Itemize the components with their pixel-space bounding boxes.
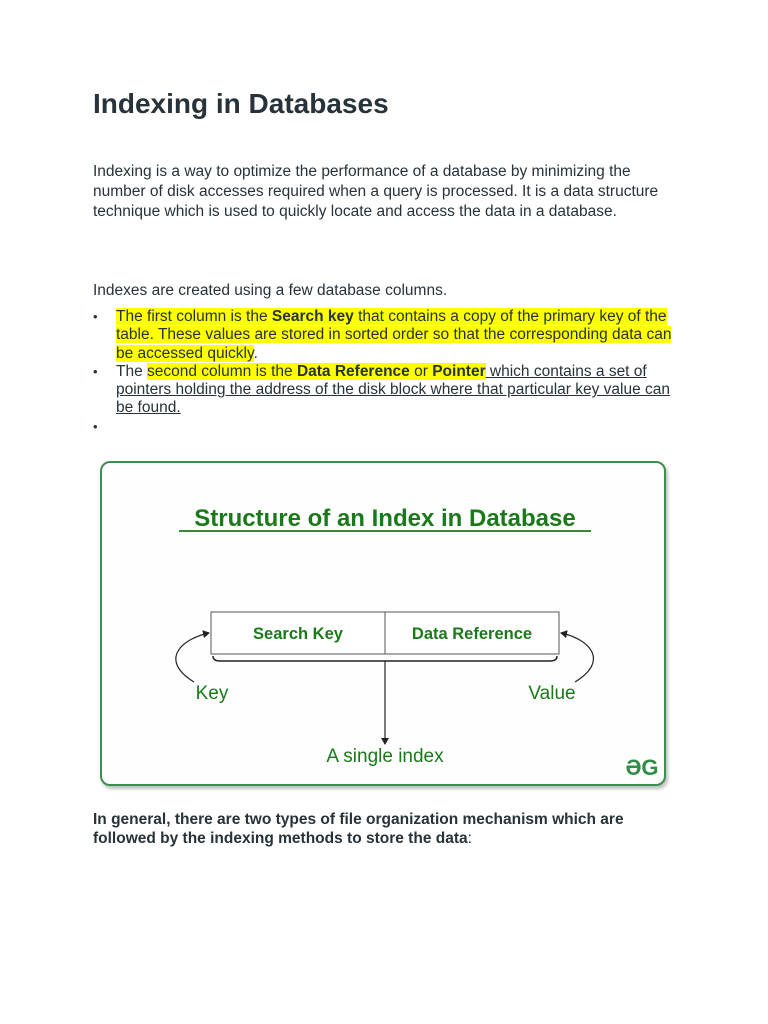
page-title: Indexing in Databases [93, 88, 389, 119]
value-arrow [561, 633, 593, 682]
intro-paragraph: Indexing is a way to optimize the performance of a database by minimizing the number of disk accesses required when a query is processed. It is a data structure technique which is used to quickly locate and access the data in a database. [93, 163, 659, 220]
single-index-label: A single index [326, 746, 444, 767]
data-reference-cell-label: Data Reference [411, 625, 533, 643]
gfg-logo: ƏG [625, 755, 659, 780]
list-item-empty [93, 418, 683, 436]
figure-title: Structure of an Index in Database [194, 505, 576, 532]
closing-paragraph: In general, there are two types of file organization mechanism which are followed by the indexing methods to store the data: [93, 811, 624, 847]
index-structure-diagram [102, 463, 668, 788]
index-structure-figure [100, 461, 666, 786]
pointer-description: which contains a set of pointers holding the address of the disk block where that particular key value can be found. [116, 362, 671, 417]
search-key-cell-label: Search Key [253, 625, 343, 643]
search-key-term: Search key [271, 308, 354, 325]
pointer-term: Pointer [432, 362, 486, 380]
key-arrow [176, 633, 209, 682]
data-reference-text: second column is the Data Reference or Pointer [147, 362, 486, 380]
value-label: Value [528, 683, 576, 704]
columns-list [93, 308, 683, 436]
list-item-data-reference: • The second column is the Data Reference or Pointer which contains a set of pointers holding the address of the disk block where that particular key value can be found. [93, 363, 683, 418]
search-key-text: The first column is the Search key that contains a copy of the primary key of the table. These values are stored in sorted order so that the corresponding data can be accessed quickly [116, 308, 672, 362]
data-reference-term: Data Reference [296, 362, 410, 380]
key-label: Key [195, 683, 229, 704]
list-item-search-key: • The first column is the Search key that contains a copy of the primary key of the table. These values are stored in sorted order so that the corresponding data can be accessed quickly. [93, 308, 683, 363]
lead-paragraph: Indexes are created using a few database columns. [93, 282, 448, 299]
grouping-brace [213, 656, 557, 661]
